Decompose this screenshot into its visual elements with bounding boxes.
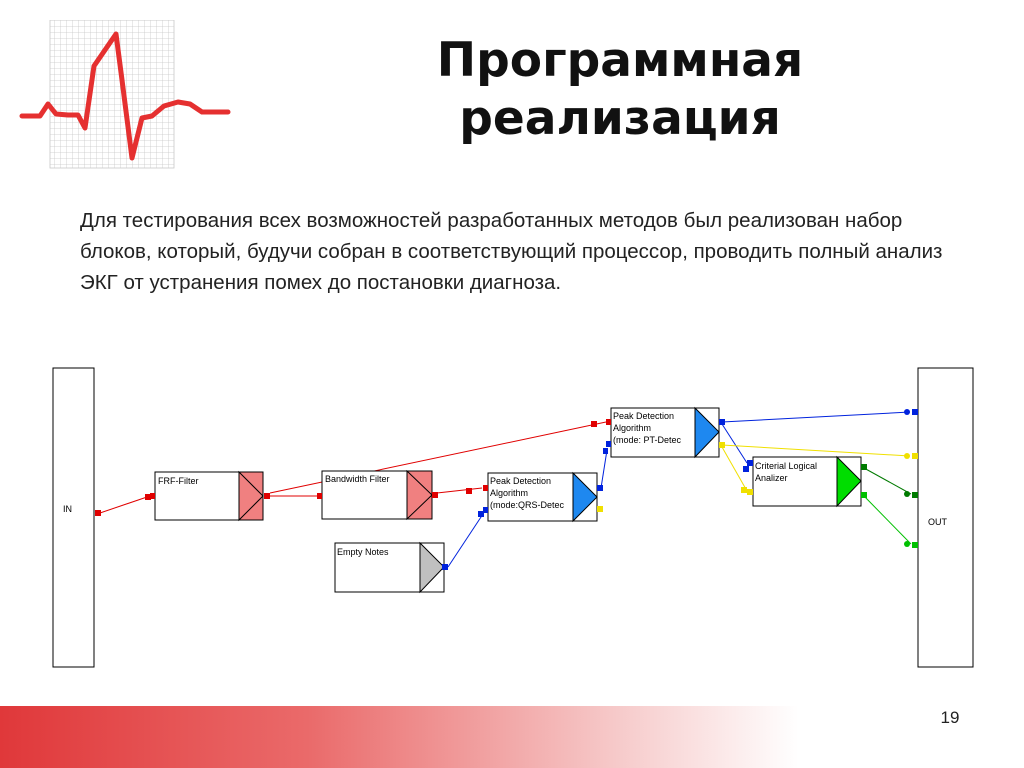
criterial-analizer-block[interactable] bbox=[753, 457, 861, 506]
in-panel bbox=[53, 368, 94, 667]
peak-detection-qrs-block[interactable] bbox=[488, 473, 597, 521]
wire-criterial-out-dkgreen bbox=[864, 468, 911, 494]
out-label: OUT bbox=[928, 517, 947, 527]
wire-peakpt-criterial bbox=[722, 424, 747, 463]
wire-criterial-out-green bbox=[864, 496, 911, 544]
wire-in-frf bbox=[97, 497, 147, 514]
slide-body-text: Для тестирования всех возможностей разработанных методов был реализован набор блоков, который, будучи собран в соответствующий процессор, проводить полный анализ ЭКГ от устранения помех до постановки диагноза. bbox=[80, 209, 943, 294]
peak-detection-pt-block[interactable] bbox=[611, 408, 719, 457]
bandwidth-filter-block[interactable] bbox=[322, 471, 432, 519]
peak-pt-label-3: (mode: PT-Detec bbox=[613, 435, 682, 445]
peak-qrs-label-2: Algorithm bbox=[490, 488, 529, 498]
empty-notes-label: Empty Notes bbox=[337, 547, 389, 557]
peak-pt-label-2: Algorithm bbox=[613, 423, 652, 433]
peak-qrs-label-1: Peak Detection bbox=[490, 476, 552, 486]
empty-notes-block[interactable] bbox=[335, 543, 444, 592]
peak-pt-label-1: Peak Detection bbox=[613, 411, 675, 421]
wire-peakqrs-peakpt bbox=[601, 450, 607, 488]
signal-processing-diagram bbox=[0, 360, 1024, 680]
wire-peakpt-out-yellow bbox=[722, 445, 910, 456]
criterial-label-1: Criterial Logical bbox=[755, 461, 818, 471]
in-label: IN bbox=[63, 504, 72, 514]
bandwidth-filter-label: Bandwidth Filter bbox=[325, 474, 390, 484]
criterial-label-2: Analizer bbox=[755, 473, 788, 483]
wire-empty-peakqrs bbox=[448, 514, 483, 567]
frf-filter-label: FRF-Filter bbox=[158, 476, 199, 486]
peak-qrs-label-3: (mode:QRS-Detec bbox=[490, 500, 565, 510]
wire-bandwidth-peakqrs bbox=[437, 488, 482, 493]
page-number: 19 bbox=[940, 708, 960, 727]
title-line-2: реализация bbox=[459, 91, 781, 146]
wire-peakpt-out-top bbox=[722, 412, 910, 422]
title-line-1: Программная bbox=[436, 33, 804, 88]
footer-gradient-bar bbox=[0, 706, 1024, 768]
frf-filter-block[interactable] bbox=[155, 472, 263, 520]
ecg-logo-icon bbox=[18, 20, 232, 170]
slide-title bbox=[330, 32, 910, 148]
